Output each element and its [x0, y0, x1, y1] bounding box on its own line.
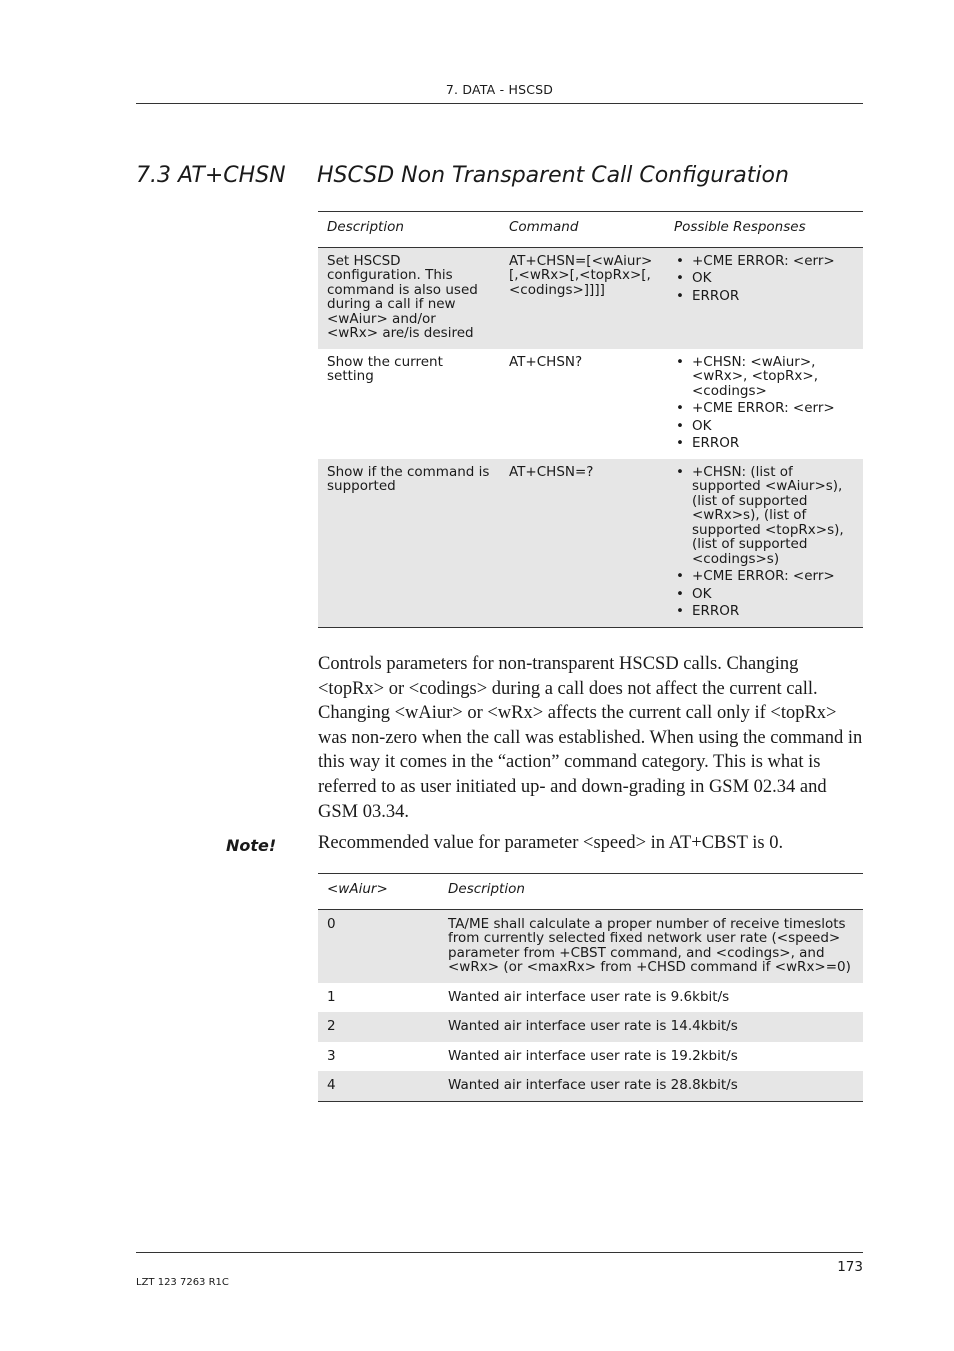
response-item: • OK	[674, 419, 854, 434]
document-code: LZT 123 7263 R1C	[136, 1277, 229, 1288]
row-description: Wanted air interface user rate is 14.4kbit/s	[439, 1012, 863, 1042]
row-command: AT+CHSN=?	[500, 459, 665, 628]
row-value: 0	[318, 909, 439, 983]
response-item: • +CHSN: (list of supported <wAiur>s), (list of supported <wRx>s), (list of supported <topRx>s), (list of supported <codings>s)	[674, 465, 854, 567]
column-header-command: Command	[500, 212, 665, 248]
response-item: • +CME ERROR: <err>	[674, 254, 854, 269]
response-item: • +CME ERROR: <err>	[674, 569, 854, 584]
row-description: Wanted air interface user rate is 19.2kbit/s	[448, 1047, 738, 1064]
note-text: Recommended value for parameter <speed> in AT+CBST is 0.	[318, 833, 784, 853]
table-row	[318, 349, 863, 459]
table-row	[318, 247, 863, 349]
row-description: Wanted air interface user rate is 28.8kbit/s	[439, 1071, 863, 1101]
row-command: AT+CHSN?	[509, 353, 583, 370]
table-header-row	[318, 212, 863, 248]
column-header-waiur: <wAiur>	[318, 874, 439, 910]
section-heading	[136, 163, 789, 188]
section-title: HSCSD Non Transparent Call Configuration	[317, 163, 789, 188]
row-responses	[665, 459, 863, 628]
table-row	[318, 1042, 863, 1072]
body-paragraph: Controls parameters for non-transparent HSCSD calls. Changing <topRx> or <codings> during a call does not affect the current call. Changing <wAiur> or <wRx> affects the current call only if <topRx> was non-zero when the call was established. When using the command in this way it comes in the “action” command category. This is what is referred to as user initiated up- and down-grading in GSM 02.34 and GSM 03.34.	[318, 654, 863, 822]
table-row	[318, 459, 863, 628]
note-label: Note!	[226, 836, 277, 855]
header-divider	[136, 103, 863, 104]
response-item: • +CME ERROR: <err>	[674, 401, 854, 416]
row-description: Wanted air interface user rate is 9.6kbit/s	[448, 988, 730, 1005]
waiur-parameter-table	[318, 873, 863, 1102]
table-row	[318, 1071, 863, 1101]
column-header-description: Description	[318, 212, 500, 248]
running-header: 7. DATA - HSCSD	[445, 82, 554, 97]
table-row	[318, 983, 863, 1013]
row-description: Show if the command is supported	[318, 459, 500, 628]
table-row	[318, 1012, 863, 1042]
row-responses	[665, 349, 863, 459]
page-number: 173	[837, 1259, 863, 1275]
table-row	[318, 909, 863, 983]
row-description: Show the current setting	[327, 353, 443, 384]
table-header-row	[318, 874, 863, 910]
row-description: TA/ME shall calculate a proper number of receive timeslots from currently selected fixed network user rate (<speed> parameter from +CBST command, and <codings>, and <wRx> (or <maxRx> from +CHSD command if <wRx>=0)	[439, 909, 863, 983]
command-table	[318, 211, 863, 628]
response-item: • ERROR	[674, 289, 854, 304]
row-value: 4	[318, 1071, 439, 1101]
row-value: 3	[327, 1047, 336, 1064]
row-description: Set HSCSD configuration. This command is also used during a call if new <wAiur> and/or <wRx> are/is desired	[318, 247, 500, 349]
section-number: 7.3 AT+CHSN	[136, 163, 286, 188]
row-value: 1	[327, 988, 336, 1005]
footer-divider	[136, 1252, 863, 1253]
response-item: • +CHSN: <wAiur>, <wRx>, <topRx>, <codings>	[674, 355, 854, 399]
column-header-responses: Possible Responses	[665, 212, 863, 248]
row-command: AT+CHSN=[<wAiur>[,<wRx>[,<topRx>[,<codings>]]]]	[500, 247, 665, 349]
column-header-description: Description	[439, 874, 863, 910]
row-responses	[665, 247, 863, 349]
response-item: • ERROR	[674, 436, 854, 451]
row-value: 2	[318, 1012, 439, 1042]
response-item: • ERROR	[674, 604, 854, 619]
response-item: • OK	[674, 271, 854, 286]
response-item: • OK	[674, 587, 854, 602]
